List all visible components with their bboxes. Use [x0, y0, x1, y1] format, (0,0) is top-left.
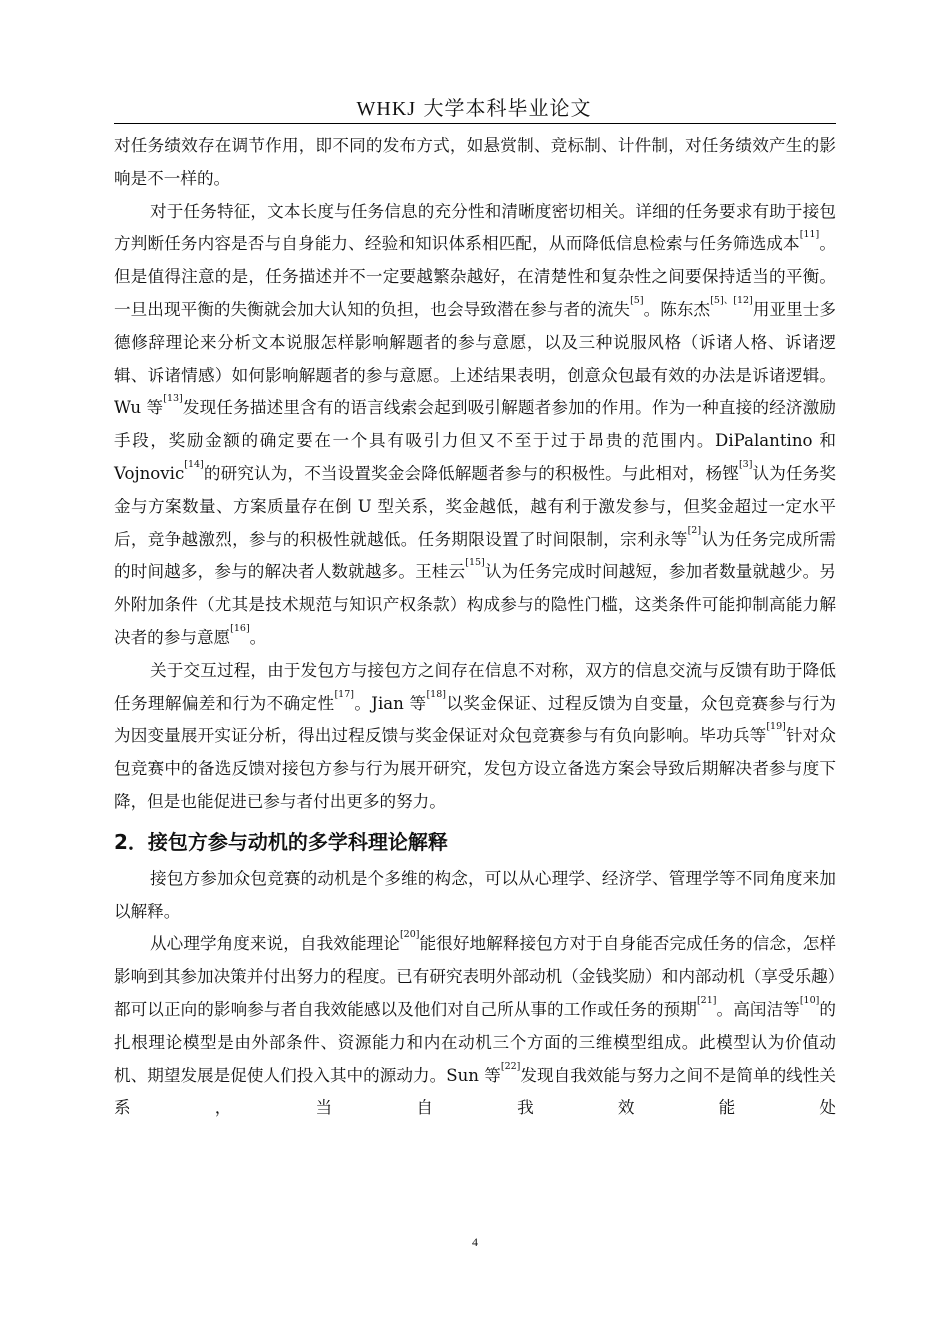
- citation: [16]: [230, 622, 250, 634]
- citation: [19]: [766, 721, 786, 733]
- citation: [11]: [799, 229, 820, 241]
- section-heading: 2．接包方参与动机的多学科理论解释: [114, 829, 448, 854]
- header-rule: [114, 123, 836, 124]
- citation: [13]: [163, 393, 183, 405]
- citation: [22]: [500, 1060, 521, 1072]
- citation: [10]: [799, 994, 820, 1006]
- citation: [2]: [687, 524, 702, 536]
- header-latin: WHKJ: [356, 98, 417, 120]
- citation: [18]: [426, 688, 446, 700]
- citation: [17]: [334, 688, 354, 700]
- citation: [20]: [399, 929, 420, 941]
- citation: [3]: [738, 458, 753, 470]
- paragraph: 对任务绩效存在调节作用，即不同的发布方式，如悬赏制、竞标制、计件制，对任务绩效产生的影响是不一样的。: [114, 136, 836, 188]
- citation: [5]、[12]: [710, 294, 753, 306]
- paragraph: 对于任务特征，文本长度与任务信息的充分性和清晰度密切相关。详细的任务要求有助于接包方判断任务内容是否与自身能力、经验和知识体系相匹配，从而降低信息检索与任务筛选成本[11]。但是值得注意的是，任务描述并不一定要越繁杂越好，在清楚性和复杂性之间要保持适当的平衡。一旦出现平衡的失衡就会加大认知的负担，也会导致潜在参与者的流失[5]。陈东杰[5]、[12]用亚里士多德修辞理论来分析文本说服怎样影响解题者的参与意愿，以及三种说服风格（诉诸人格、诉诸逻辑、诉诸情感）如何影响解题者的参与意愿。上述结果表明，创意众包最有效的办法是诉诸逻辑。Wu 等[13]发现任务描述里含有的语言线索会起到吸引解题者参加的作用。作为一种直接的经济激励手段，奖励金额的确定要在一个具有吸引力但又不至于过于昂贵的范围内。DiPalantino 和 Vojnovic[14]的研究认为，不当设置奖金会降低解题者参与的积极性。与此相对，杨铿[3]认为任务奖金与方案数量、方案质量存在倒 U 型关系，奖金越低，越有利于激发参与，但奖金超过一定水平后，竞争越激烈，参与的积极性就越低。任务期限设置了时间限制，宗利永等[2]认为任务完成所需的时间越多，参与的解决者人数就越多。王桂云[15]认为任务完成时间越短，参加者数量就越少。另外附加条件（尤其是技术规范与知识产权条款）构成参与的隐性门槛，这类条件可能抑制高能力解决者的参与意愿[16]。: [114, 201, 837, 647]
- page-header: [114, 92, 834, 121]
- citation: [21]: [696, 994, 717, 1006]
- citation: [14]: [184, 458, 204, 470]
- body-text: [114, 130, 836, 1125]
- page-number: 4: [472, 1235, 478, 1249]
- paragraph: 关于交互过程，由于发包方与接包方之间存在信息不对称，双方的信息交流与反馈有助于降低任务理解偏差和行为不确定性[17]。Jian 等[18]以奖金保证、过程反馈为自变量，众包竞赛参与行为为因变量展开实证分析，得出过程反馈与奖金保证对众包竞赛参与有负向影响。毕功兵等[19]针对众包竞赛中的备选反馈对接包方参与行为展开研究，发包方设立备选方案会导致后期解决者参与度下降，但是也能促进已参与者付出更多的努力。: [114, 660, 837, 811]
- citation: [5]: [630, 294, 644, 306]
- header-title: 大学本科毕业论文: [423, 96, 592, 120]
- paragraph: 从心理学角度来说，自我效能理论[20]能很好地解释接包方对于自身能否完成任务的信念，怎样影响到其参加决策并付出努力的程度。已有研究表明外部动机（金钱奖励）和内部动机（享受乐趣）都可以正向的影响参与者自我效能感以及他们对自己所从事的工作或任务的预期[21]。高闰洁等[10]的扎根理论模型是由外部条件、资源能力和内在动机三个方面的三维模型组成。此模型认为价值动机、期望发展是促使人们投入其中的源动力。Sun 等[22]发现自我效能与努力之间不是简单的线性关系，当自我效能处: [114, 929, 837, 1118]
- paragraph: 接包方参加众包竞赛的动机是个多维的构念，可以从心理学、经济学、管理学等不同角度来加以解释。: [114, 868, 836, 921]
- citation: [15]: [465, 557, 485, 569]
